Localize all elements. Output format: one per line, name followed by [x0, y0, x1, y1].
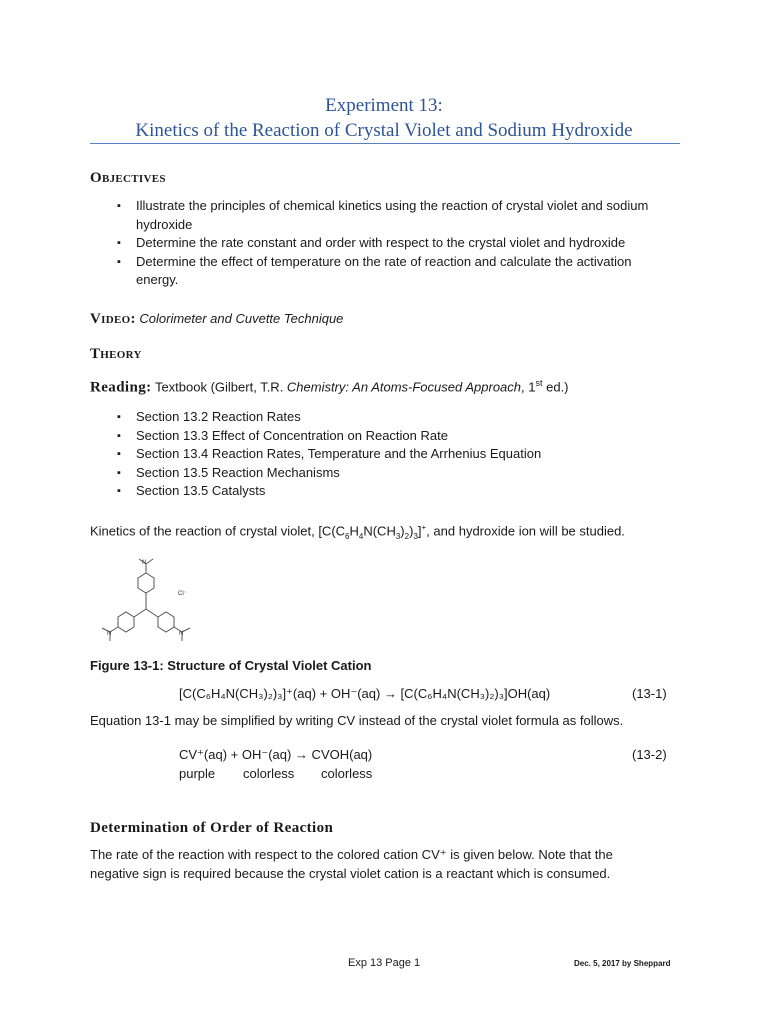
equation-13-1: [C(C₆H₄N(CH₃)₂)₃]⁺(aq) + OH⁻(aq) → [C(C₆H₄N(CH₃)₂)₃]OH(aq)	[179, 686, 551, 701]
reading-line: Reading: Textbook (Gilbert, T.R. Chemistry: An Atoms-Focused Approach, 1st ed.)	[90, 378, 569, 396]
svg-text:N: N	[179, 631, 184, 637]
reading-label: Reading:	[90, 379, 152, 396]
list-item: ▪ Section 13.3 Effect of Concentration on Reaction Rate	[117, 427, 677, 446]
equation-13-2: CV⁺(aq) + OH⁻(aq) → CVOH(aq)	[179, 747, 373, 762]
color-label: colorless	[321, 766, 373, 781]
crystal-violet-structure	[90, 551, 202, 651]
order-heading: Determination of Order of Reaction	[90, 820, 334, 836]
title-line-1: Experiment 13:	[325, 95, 443, 116]
video-text: Colorimeter and Cuvette Technique	[139, 311, 344, 326]
equation-note: Equation 13-1 may be simplified by writing CV instead of the crystal violet formula as follows.	[90, 713, 624, 728]
list-item: ▪ Determine the rate constant and order with respect to the crystal violet and hydroxide	[117, 234, 677, 253]
video-label: Video:	[90, 311, 136, 327]
list-item: ▪ Section 13.4 Reaction Rates, Temperature and the Arrhenius Equation	[117, 445, 677, 464]
objectives-heading: Objectives	[90, 170, 166, 186]
equation-number: (13-1)	[632, 686, 667, 701]
color-label: colorless	[243, 766, 295, 781]
list-item: ▪ Section 13.5 Reaction Mechanisms	[117, 464, 677, 483]
page-number: Exp 13 Page 1	[348, 957, 421, 969]
order-paragraph-line-2: negative sign is required because the crystal violet cation is a reactant which is consumed.	[90, 866, 611, 881]
title-line-2: Kinetics of the Reaction of Crystal Violet and Sodium Hydroxide	[135, 120, 633, 141]
counter-ion-label: Cl⁻	[178, 591, 187, 597]
sections-list	[117, 408, 677, 501]
figure-caption: Figure 13-1: Structure of Crystal Violet Cation	[90, 658, 372, 673]
video-line	[90, 310, 343, 328]
theory-heading: Theory	[90, 346, 142, 362]
list-item: ▪ Section 13.2 Reaction Rates	[117, 408, 677, 427]
list-item: ▪ Illustrate the principles of chemical kinetics using the reaction of crystal violet and sodium hydroxide	[117, 197, 677, 234]
title-rule	[90, 143, 680, 144]
objectives-list	[117, 197, 677, 290]
list-item: ▪ Determine the effect of temperature on the rate of reaction and calculate the activation energy.	[117, 253, 677, 290]
svg-text:N: N	[107, 631, 112, 637]
svg-text:N: N	[142, 560, 147, 566]
order-paragraph-line-1: The rate of the reaction with respect to the colored cation CV⁺ is given below. Note that the	[90, 847, 613, 862]
list-item: ▪ Section 13.5 Catalysts	[117, 482, 677, 501]
equation-number: (13-2)	[632, 747, 667, 762]
textbook-title: Chemistry: An Atoms-Focused Approach	[286, 379, 522, 395]
color-label: purple	[179, 766, 216, 781]
footer-date: Dec. 5, 2017 by Sheppard	[574, 959, 671, 968]
intro-paragraph: Kinetics of the reaction of crystal violet, $[C(C_6H_4N(CH_3)_2)_3]^+$, and hydroxide ion will be studied.	[90, 523, 625, 541]
